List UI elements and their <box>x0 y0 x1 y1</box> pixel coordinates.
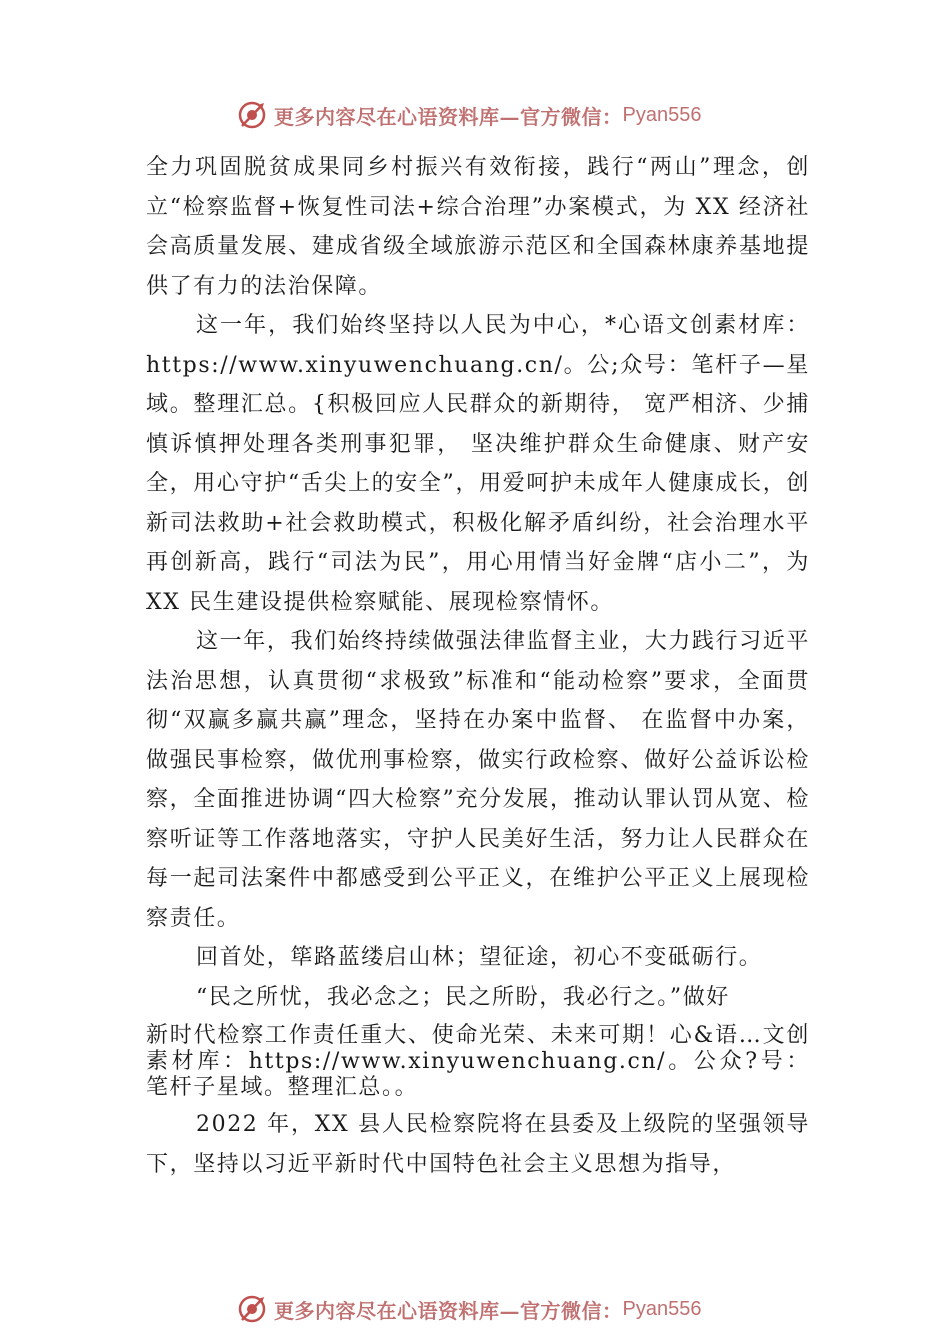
document-body <box>146 148 810 1184</box>
header-banner <box>236 98 701 132</box>
paragraph-5: “民之所忧，我必念之；民之所盼，我必行之。”做好 <box>196 984 730 1010</box>
paragraph-6: 新时代检察工作责任重大、使命光荣、未来可期！心&语…文创素材库：https://www.xinyuwenchuang.cn/。公众?号：笔杆子星域。整理汇总。。 <box>146 1023 810 1100</box>
paragraph-2: 这一年，我们始终坚持以人民为中心，*心语文创素材库：https://www.xinyuwenchuang.cn/。公;众号：笔杆子—星域。整理汇总。{积极回应人民群众的新期待， 宽严相济、少捕慎诉慎押处理各类刑事犯罪， 坚决维护群众生命健康、财产安全，用心守护“舌尖上的安全”，用爱呵护未成年人健康成长，创新司法救助+社会救助模式，积极化解矛盾纠纷，社会治理水平再创新高，践行“司法为民”，用心用情当好金牌“店小二”，为 XX 民生建设提供检察赋能、展现检察情怀。 <box>146 313 810 615</box>
paragraph-1: 全力巩固脱贫成果同乡村振兴有效衔接，践行“两山”理念，创立“检察监督+恢复性司法+综合治理”办案模式，为 XX 经济社会高质量发展、建成省级全域旅游示范区和全国森林康养基地提供了有力的法治保障。 <box>146 155 810 299</box>
header-banner-contact: Pyan556 <box>622 103 702 126</box>
paragraph-7: 2022 年，XX 县人民检察院将在县委及上级院的坚强领导下，坚持以习近平新时代中国特色社会主义思想为指导， <box>146 1112 810 1177</box>
quill-logo-icon <box>236 1293 268 1325</box>
footer-banner-contact: Pyan556 <box>622 1297 702 1320</box>
quill-logo-icon <box>236 99 268 131</box>
footer-banner <box>236 1292 701 1326</box>
footer-banner-text: 更多内容尽在心语资料库—官方微信： <box>274 1298 623 1323</box>
paragraph-3: 这一年，我们始终持续做强法律监督主业，大力践行习近平法治思想，认真贯彻“求极致”标准和“能动检察”要求，全面贯彻“双赢多赢共赢”理念，坚持在办案中监督、 在监督中办案，做强民事检察，做优刑事检察，做实行政检察、做好公益诉讼检察，全面推进协调“四大检察”充分发展，推动认罪认罚从宽、检察听证等工作落地落实，守护人民美好生活，努力让人民群众在每一起司法案件中都感受到公平正义，在维护公平正义上展现检察责任。 <box>146 629 810 931</box>
header-banner-text: 更多内容尽在心语资料库—官方微信： <box>274 104 623 129</box>
paragraph-4: 回首处，筚路蓝缕启山林；望征途，初心不变砥砺行。 <box>196 945 763 970</box>
